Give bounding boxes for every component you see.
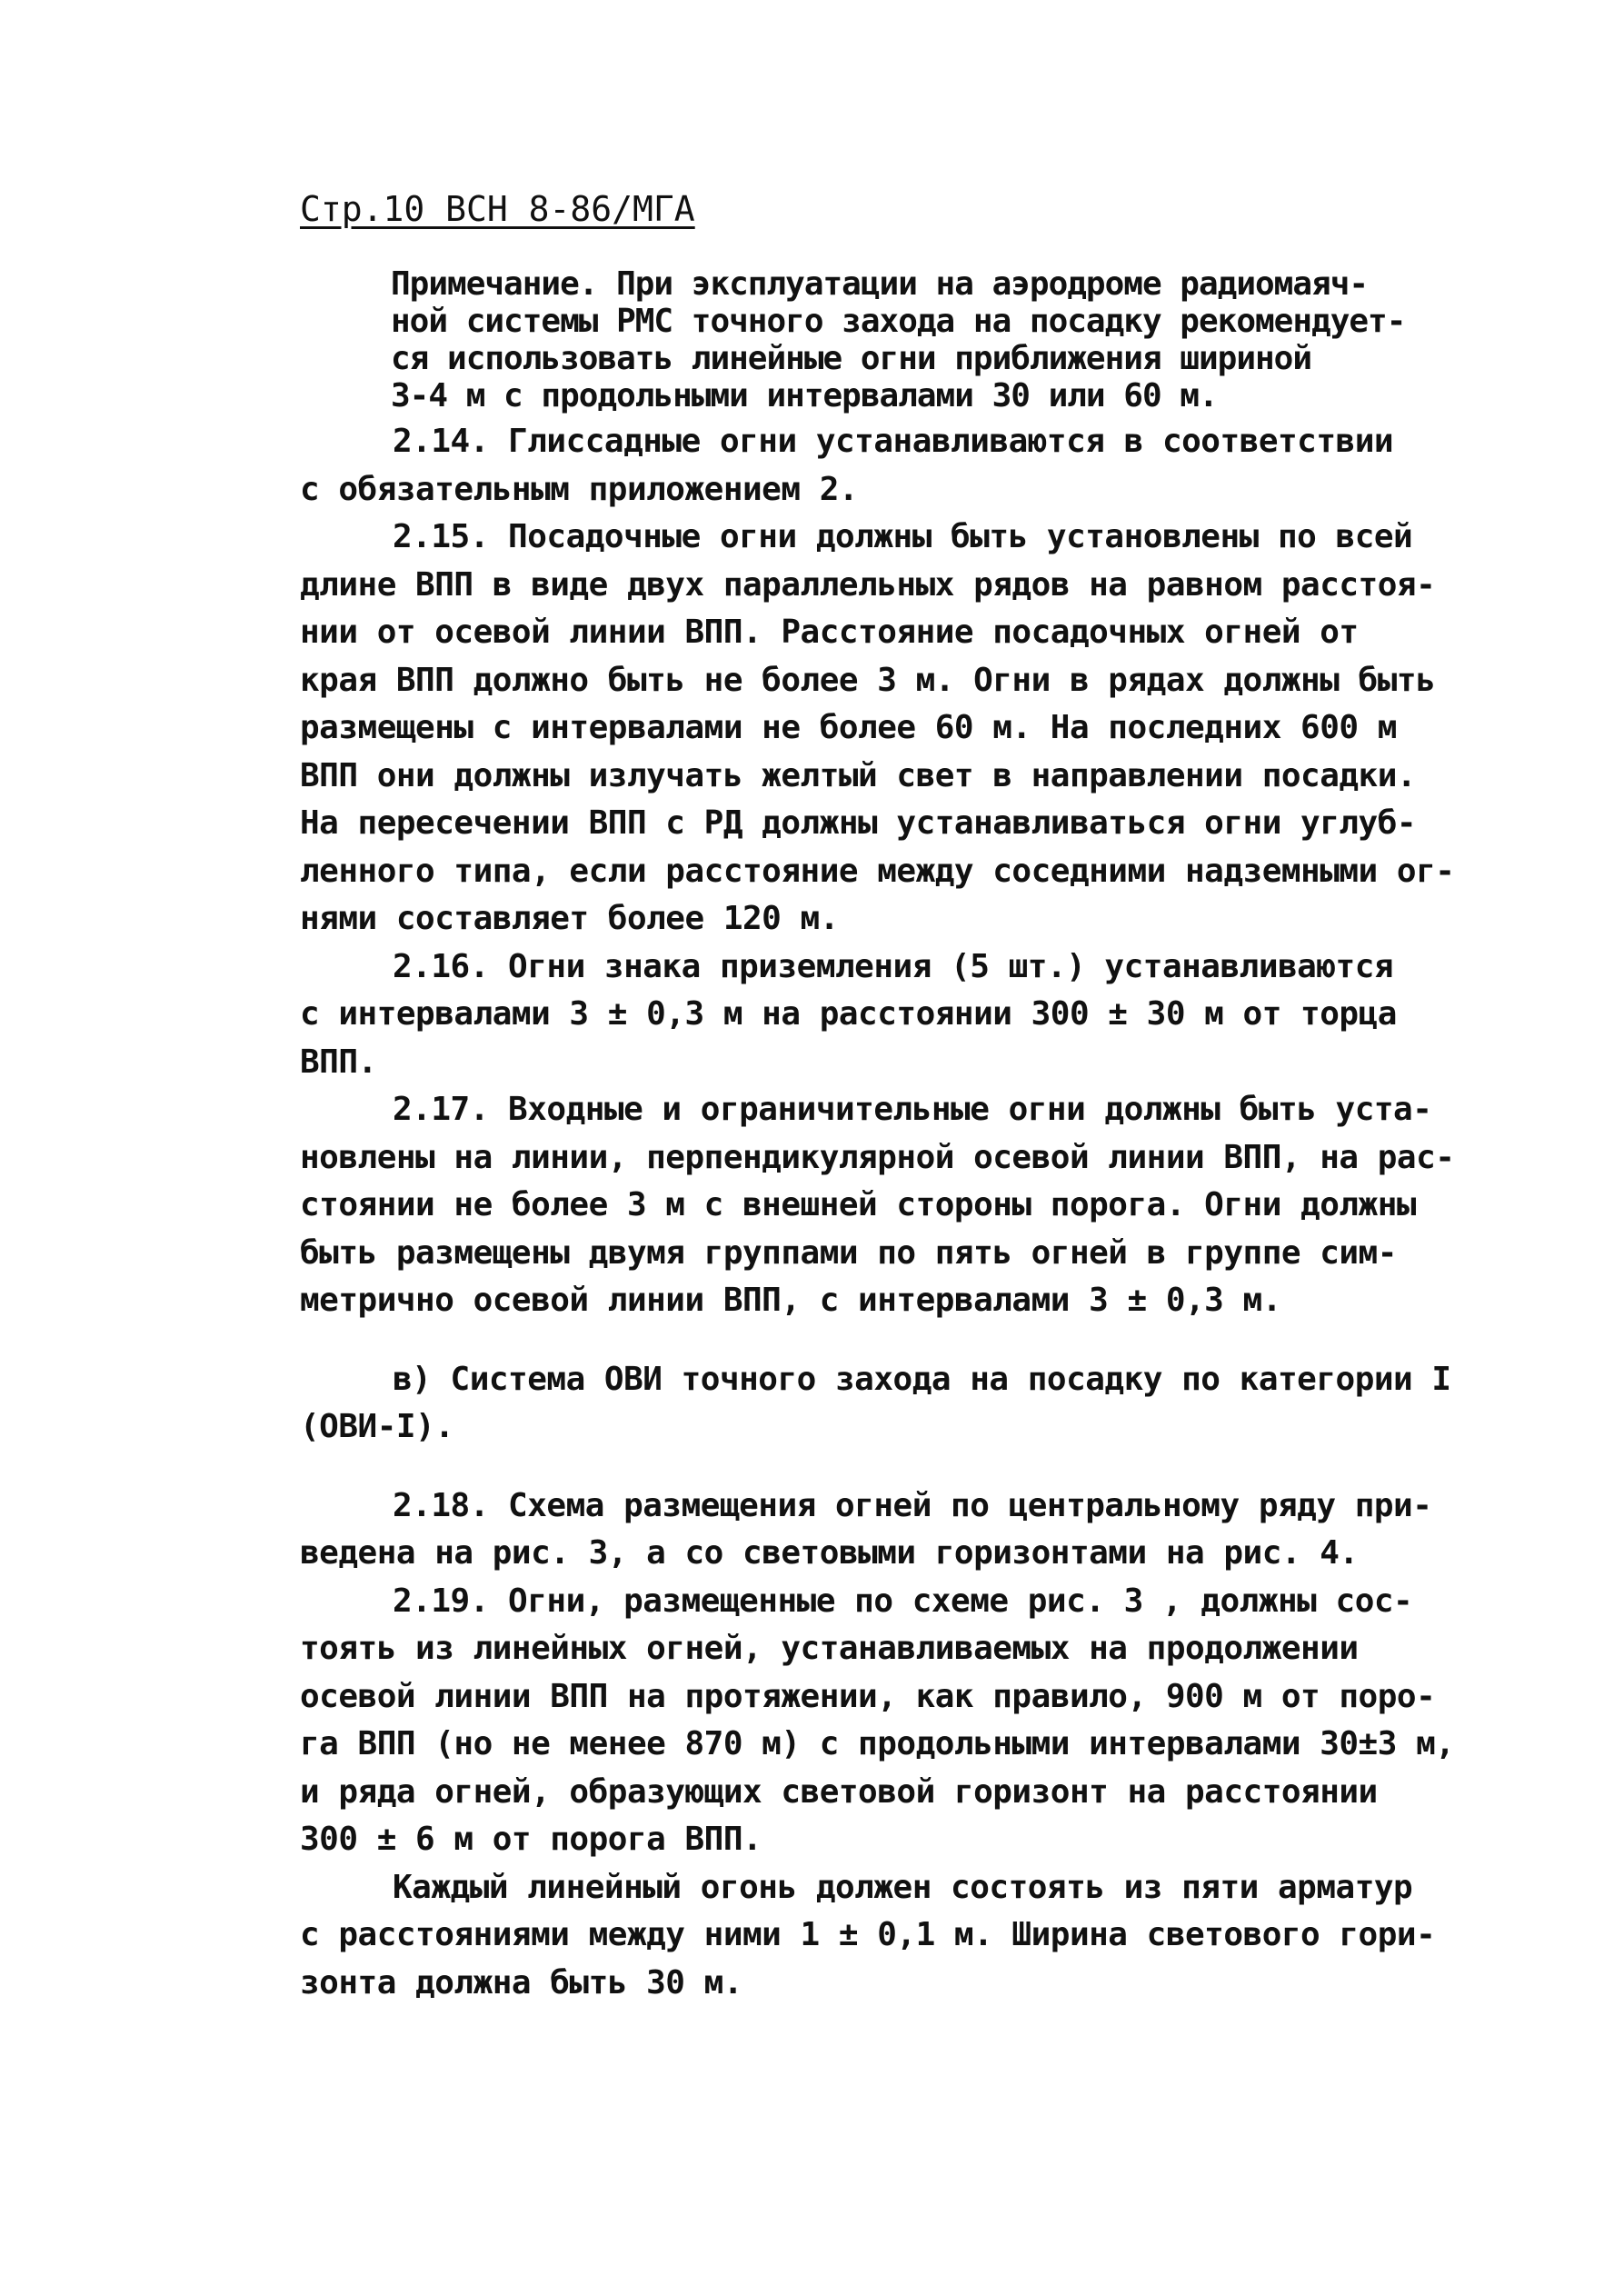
paragraph-2-15-line: длине ВПП в виде двух параллельных рядов на равном расстоя- <box>300 565 1436 604</box>
section-heading-line: (ОВИ-I). <box>300 1408 454 1445</box>
paragraph-2-15-line: ленного типа, если расстояние между соседними надземными ог- <box>300 852 1455 890</box>
paragraph-2-14-line: 2.14. Глиссадные огни устанавливаются в соответствии <box>393 423 1394 460</box>
document-body <box>300 418 1481 2007</box>
paragraph-2-18-line: ведена на рис. 3, а со световыми горизонтами на рис. 4. <box>300 1534 1359 1572</box>
paragraph-2-15-line: края ВПП должно быть не более 3 м. Огни в рядах должны быть <box>300 661 1436 699</box>
paragraph-2-15-line: размещены с интервалами не более 60 м. На последних 600 м <box>300 709 1397 746</box>
paragraph-2-16-line: ВПП. <box>300 1043 377 1081</box>
paragraph-2-19-line: га ВПП (но не менее 870 м) с продольными интервалами 30±3 м, <box>300 1725 1455 1762</box>
note-line: ной системы РМС точного захода на посадку рекомендует- <box>391 303 1406 340</box>
paragraph-2-15-line: На пересечении ВПП с РД должны устанавливаться огни углуб- <box>300 804 1417 842</box>
paragraph-2-16-line: 2.16. Огни знака приземления (5 шт.) устанавливаются <box>393 947 1394 985</box>
paragraph-2-19-line: и ряда огней, образующих световой горизонт на расстоянии <box>300 1772 1378 1811</box>
spacer <box>300 1325 1481 1356</box>
paragraph-2-14-line: с обязательным приложением 2. <box>300 470 859 508</box>
paragraph-2-19-line: 2.19. Огни, размещенные по схеме рис. 3 , должны сос- <box>393 1582 1413 1620</box>
paragraph-2-16-line: с интервалами 3 ± 0,3 м на расстоянии 300 ± 30 м от торца <box>300 995 1397 1033</box>
paragraph-2-19-line: тоять из линейных огней, устанавливаемых на продолжении <box>300 1630 1359 1667</box>
section-heading-line: в) Система ОВИ точного захода на посадку по категории I <box>393 1360 1451 1398</box>
paragraph-2-15-line: нями составляет более 120 м. <box>300 900 839 937</box>
paragraph-lights-line: зонта должна быть 30 м. <box>300 1963 742 2002</box>
note-line: 3-4 м с продольными интервалами 30 или 60 м. <box>391 377 1218 414</box>
paragraph-2-15-line: ВПП они должны излучать желтый свет в направлении посадки. <box>300 756 1417 794</box>
paragraph-lights-line: Каждый линейный огонь должен состоять из пяти арматур <box>393 1868 1413 1906</box>
paragraph-2-19-line: 300 ± 6 м от порога ВПП. <box>300 1821 762 1858</box>
note-line: Примечание. При эксплуатации на аэродроме радиомаяч- <box>391 265 1369 303</box>
paragraph-2-19-line: осевой линии ВПП на протяжении, как правило, 900 м от поро- <box>300 1677 1436 1715</box>
spacer <box>300 1452 1481 1482</box>
note-block <box>391 265 1481 414</box>
note-line: ся использовать линейные огни приближения шириной <box>391 340 1312 377</box>
page-header: Стр.10 ВСН 8-86/МГА <box>300 189 695 229</box>
paragraph-2-18-line: 2.18. Схема размещения огней по центральному ряду при- <box>393 1486 1432 1524</box>
paragraph-2-15-line: нии от осевой линии ВПП. Расстояние посадочных огней от <box>300 614 1359 651</box>
paragraph-2-17-line: стоянии не более 3 м с внешней стороны порога. Огни должны <box>300 1186 1417 1223</box>
paragraph-lights-line: с расстояниями между ними 1 ± 0,1 м. Ширина светового гори- <box>300 1916 1436 1953</box>
paragraph-2-17-line: 2.17. Входные и ограничительные огни должны быть уста- <box>393 1091 1432 1128</box>
paragraph-2-17-line: быть размещены двумя группами по пять огней в группе сим- <box>300 1233 1397 1272</box>
paragraph-2-17-line: новлены на линии, перпендикулярной осевой линии ВПП, на рас- <box>300 1138 1455 1176</box>
paragraph-2-15-line: 2.15. Посадочные огни должны быть установлены по всей <box>393 518 1413 555</box>
paragraph-2-17-line: метрично осевой линии ВПП, с интервалами 3 ± 0,3 м. <box>300 1282 1281 1319</box>
